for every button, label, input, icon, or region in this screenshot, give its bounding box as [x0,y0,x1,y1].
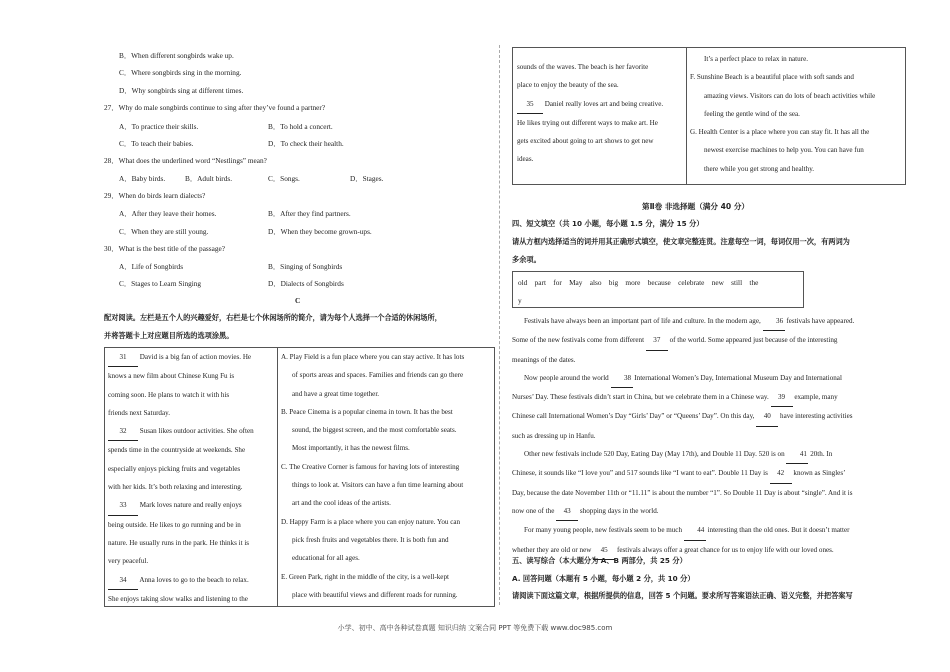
section-a-instruction: 请阅读下面这篇文章，根据所提供的信息，回答 5 个问题。要求所写答案语法正确、语义完整，并把答案写 [512,591,853,600]
q27-stem: 27．Why do male songbirds continue to sing after they’ve found a partner? [104,103,326,112]
matching-instruction-line2: 并将答题卡上对应题目所选的选项涂黑。 [104,331,234,340]
answer-blank-34[interactable]: 34 [108,571,138,590]
people-column [108,348,272,608]
q27-option-d: D．To check their health. [268,139,344,148]
q30-stem: 30．What is the best title of the passage? [104,244,225,253]
answer-blank-31[interactable]: 31 [108,348,138,367]
people-column-continued: sounds of the waves. The beach is her favorite place to enjoy the beauty of the sea. 35 Daniel really loves art and being creative. He likes trying out different ways to make art. He gets excited about going to art shows to get new ideas. [517,58,683,169]
section4-instruction-line2: 多余项。 [512,255,541,264]
place-a: A. Play Field is a fun place where you can stay active. It has lots of sports areas and spaces. Families and friends can go there and have a great time together. [281,353,465,398]
word-box-words: old part for May also big more because celebrate new still the [518,278,759,287]
person-32: 32 Susan likes outdoor activities. She often spends time in the countryside at weekends. She especially enjoys picking fruits and vegetables with her kids. It’s both relaxing and interesting. [108,422,272,496]
matching-table-continued [512,47,906,185]
person-35: 35 Daniel really loves art and being creative. He likes trying out different ways to make art. He gets excited about going to art shows to get new ideas. [517,95,683,169]
place-c: C. The Creative Corner is famous for having lots of interesting things to look at. Visitors can have a fun time learning about art and the cool ideas of the artists. [281,462,464,508]
q29-option-c: C．When they are still young. [119,227,209,236]
blank-38[interactable]: 38 [611,369,633,388]
section-a-title: A. 回答问题（本题有 5 小题，每小题 2 分，共 10 分） [512,574,695,583]
q28-stem: 28．What does the underlined word “Nestlings” mean? [104,156,267,165]
blank-45[interactable]: 45 [593,541,615,560]
q26-option-d: D．Why songbirds sing at different times. [119,86,244,95]
blank-41[interactable]: 41 [786,445,808,464]
section-c-heading: C [295,296,301,305]
q30-option-d: D．Dialects of Songbirds [268,279,344,288]
word-box-words-overflow: y [518,296,522,305]
q27-option-c: C．To teach their babies. [119,139,194,148]
matching-instruction-line1: 配对阅读。左栏是五个人的兴趣爱好，右栏是七个休闲场所的简介，请为每个人选择一个合适的休闲场所， [104,313,442,322]
person-34: 34 Anna loves to go to the beach to relax. She enjoys taking slow walks and listening to the [108,571,272,609]
blank-39[interactable]: 39 [771,388,793,407]
blank-44[interactable]: 44 [684,521,706,540]
answer-blank-33[interactable]: 33 [108,496,138,515]
section4-title: 四、短文填空（共 10 小题，每小题 1.5 分，满分 15 分） [512,219,704,228]
blank-42[interactable]: 42 [770,464,792,483]
matching-table [104,347,495,607]
places-column [281,348,492,604]
place-d: D. Happy Farm is a place where you can enjoy nature. You can pick fresh fruits and vegetables there. It is both fun and educational for all ages. [281,517,461,563]
column-divider [499,45,500,605]
q29-option-a: A．After they leave their homes. [119,209,217,218]
person-31: 31 David is a big fan of action movies. He knows a new film about Chinese Kung Fu is coming soon. He plans to watch it with his friends next Saturday. [108,348,272,422]
places-column-continued: It’s a perfect place to relax in nature. F. Sunshine Beach is a beautiful place with soft sands and amazing views. Visitors can do lots of beach activities while feeling the gentle wind of the sea. G. Health Center is a place where you can stay fit. It has all the newest exercise machines to help you. You can have fun there while you get strong and healthy. [690,50,903,178]
answer-blank-32[interactable]: 32 [108,422,138,441]
q29-option-d: D．When they become grown-ups. [268,227,372,236]
section5-title: 五、读写综合（本大题分为 A、B 两部分，共 25 分） [512,556,687,565]
blank-37[interactable]: 37 [646,331,668,350]
q26-option-b: B．When different songbirds wake up. [119,51,234,60]
q30-option-c: C．Stages to Learn Singing [119,279,202,288]
blank-43[interactable]: 43 [556,502,578,521]
q28-option-b: B．Adult birds. [185,174,233,183]
q28-option-c: C．Songs. [268,174,300,183]
part2-title: 第Ⅱ卷 非选择题（满分 40 分） [642,202,750,211]
page-footer: 小学、初中、高中各种试卷真题 知识归纳 文案合同 PPT 等免费下载 www.doc985.com [337,624,613,632]
cloze-passage: Festivals have always been an important part of life and culture. In the modern age, 36 festivals have appeared. Some of the new festivals come from different 37 of the world. Some appeared just because of the interesting meanings of the dates. Now people around the world 38 International Women’s Day, International Museum Day and International Nurses’ Day. These festivals didn’t start in China, but we celebrate them in a Chinese way. 39 example, many Chinese call International Women’s Day “Girls’ Day” or “Queens’ Day”. On this day, 40 have interesting activities such as dressing up in Hanfu. Other new festivals include 520 Day, Eating Day (May 17th), and Double 11 Day. 520 is on 41 20th. In Chinese, it sounds like “I love you” and 517 sounds like “I want to eat”. Double 11 Day is 42 known as Singles’ Day, because the date November 11th or “11.11” is about the number “1”. So Double 11 Day is about “single”. And it is now one of the 43 shopping days in the world. For many young people, new festivals seem to be much 44 interesting than the old ones. But it doesn’t matter whether they are old or new 45 festivals always offer a great chance for us to enjoy life with our loved ones. [512,312,905,560]
paragraph-4: For many young people, new festivals seem to be much 44 interesting than the old ones. But it doesn’t matter [512,521,905,540]
place-g: G. Health Center is a place where you can stay fit. It has all the [690,128,870,137]
q29-stem: 29．When do birds learn dialects? [104,191,206,200]
q27-option-a: A．To practice their skills. [119,122,199,131]
paragraph-3: Other new festivals include 520 Day, Eating Day (May 17th), and Double 11 Day. 520 is on 41 20th. In [512,445,905,464]
blank-40[interactable]: 40 [756,407,778,426]
q26-option-c: C．Where songbirds sing in the morning. [119,68,242,77]
word-box [512,271,804,308]
paragraph-1: Festivals have always been an important part of life and culture. In the modern age, 36 festivals have appeared. [512,312,905,331]
section4-instruction-line1: 请从方框内选择适当的词并用其正确形式填空，使文章完整连贯。注意每空一词，每词仅用一次，有两词为 [512,237,850,246]
q30-option-b: B．Singing of Songbirds [268,262,343,271]
place-b: B. Peace Cinema is a popular cinema in town. It has the best sound, the biggest screen, and the most comfortable seats. Most importantly, it has the newest films. [281,407,457,453]
q28-option-a: A．Baby birds. [119,174,166,183]
paragraph-2: Now people around the world 38 International Women’s Day, International Museum Day and International [512,369,905,388]
answer-blank-35[interactable]: 35 [517,95,543,114]
q29-option-b: B．After they find partners. [268,209,351,218]
person-33: 33 Mark loves nature and really enjoys being outside. He likes to go running and be in nature. He usually runs in the park. He thinks it is very peaceful. [108,496,272,570]
q28-option-d: D．Stages. [350,174,384,183]
q27-option-b: B．To hold a concert. [268,122,333,131]
place-e: E. Green Park, right in the middle of the city, is a well-kept place with beautiful views and different roads for running. [281,572,458,599]
blank-36[interactable]: 36 [763,312,785,331]
q30-option-a: A．Life of Songbirds [119,262,184,271]
place-f: F. Sunshine Beach is a beautiful place with soft sands and [690,73,854,82]
